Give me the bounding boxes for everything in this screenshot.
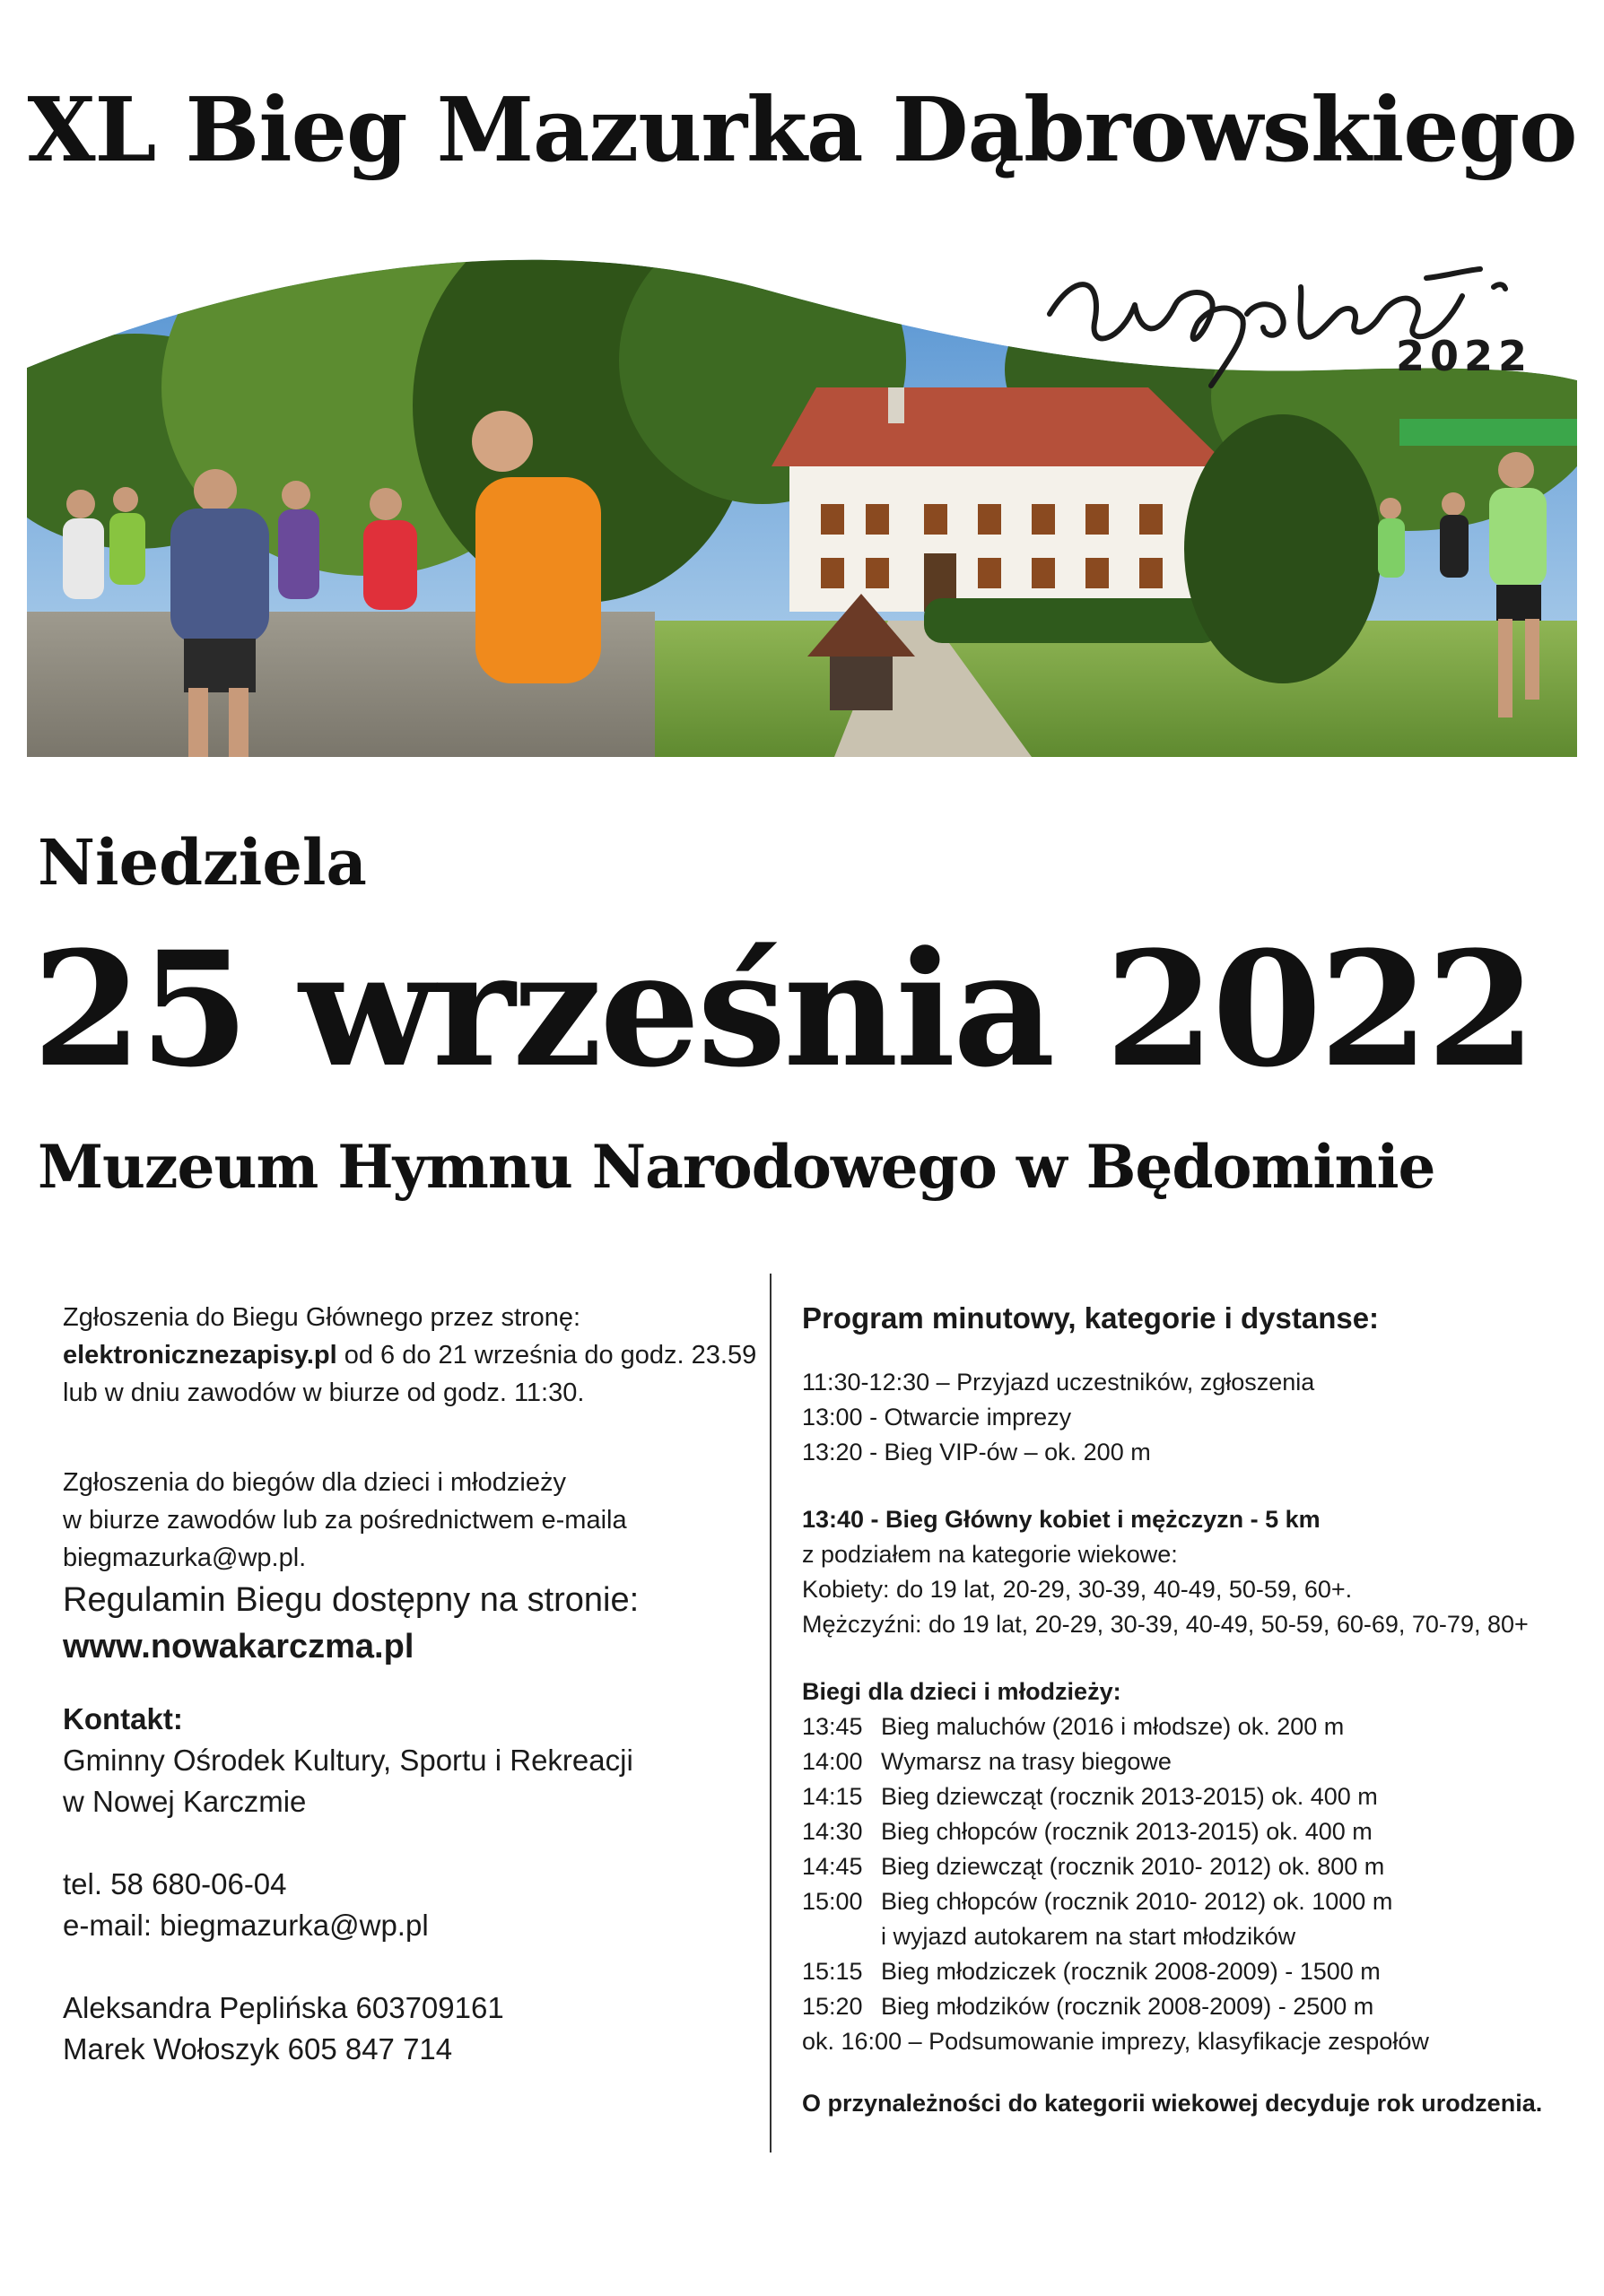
event-venue: Muzeum Hymnu Narodowego w Będominie <box>38 1132 1435 1202</box>
main-run-subtitle: z podziałem na kategorie wiekowe: <box>802 1541 1178 1568</box>
kids-run-time: 15:20 <box>802 1993 863 2020</box>
contact-person-1: Aleksandra Peplińska 603709161 <box>63 1991 504 2024</box>
kids-run-time: 15:15 <box>802 1958 863 1985</box>
registration-kids-line-1: Zgłoszenia do biegów dla dzieci i młodzieży <box>63 1468 566 1497</box>
contact-phone[interactable]: tel. 58 680-06-04 <box>63 1867 287 1900</box>
registration-kids-email[interactable]: biegmazurka@wp.pl. <box>63 1544 307 1572</box>
kids-run-time: 14:30 <box>802 1818 863 1845</box>
program-item: 13:00 - Otwarcie imprezy <box>802 1404 1072 1431</box>
men-categories: Mężczyźni: do 19 lat, 20-29, 30-39, 40-49, 50-59, 60-69, 70-79, 80+ <box>802 1611 1529 1638</box>
kids-run-text: Bieg maluchów (2016 i młodsze) ok. 200 m <box>881 1713 1345 1740</box>
rules-label: Regulamin Biegu dostępny na stronie: <box>63 1581 640 1619</box>
registration-main-line-3: lub w dniu zawodów w biurze od godz. 11:30. <box>63 1378 585 1407</box>
info-column <box>63 1299 763 2070</box>
registration-main-line-1: Zgłoszenia do Biegu Głównego przez stronę: <box>63 1303 581 1332</box>
program-column <box>802 1299 1582 2121</box>
kids-run-time: 14:45 <box>802 1853 863 1880</box>
signature-year: 2022 <box>1396 332 1533 380</box>
kids-run-time: 13:45 <box>802 1713 863 1740</box>
kids-heading: Biegi dla dzieci i młodzieży: <box>802 1678 1121 1705</box>
kids-run-row <box>802 1744 1582 1779</box>
kids-run-text: Bieg chłopców (rocznik 2013-2015) ok. 400 m <box>881 1818 1373 1845</box>
kids-run-row <box>802 1989 1582 2024</box>
kids-run-row <box>802 1884 1582 1919</box>
contact-heading: Kontakt: <box>63 1702 183 1735</box>
kids-run-row <box>802 1849 1582 1884</box>
kids-run-row <box>802 1814 1582 1849</box>
kids-run-text: Bieg młodziczek (rocznik 2008-2009) - 1500 m <box>881 1958 1381 1985</box>
column-divider <box>770 1274 771 2152</box>
kids-run-text: Bieg młodzików (rocznik 2008-2009) - 2500 m <box>881 1993 1374 2020</box>
kids-run-time: 14:15 <box>802 1783 863 1810</box>
program-item: 13:20 - Bieg VIP-ów – ok. 200 m <box>802 1439 1151 1465</box>
bus-note: i wyjazd autokarem na start młodzików <box>881 1923 1296 1950</box>
program-item: 11:30-12:30 – Przyjazd uczestników, zgłoszenia <box>802 1369 1315 1396</box>
wybicki-signature <box>1041 251 1543 404</box>
kids-run-time: 14:00 <box>802 1748 863 1775</box>
main-run: 13:40 - Bieg Główny kobiet i mężczyzn - 5 km <box>802 1506 1321 1533</box>
summary-item: ok. 16:00 – Podsumowanie imprezy, klasyfikacje zespołów <box>802 2028 1429 2055</box>
event-date: 25 września 2022 <box>32 917 1534 1102</box>
program-heading: Program minutowy, kategorie i dystanse: <box>802 1301 1380 1335</box>
kids-run-row <box>802 1779 1582 1814</box>
kids-run-text: Bieg dziewcząt (rocznik 2010- 2012) ok. 800 m <box>881 1853 1385 1880</box>
kids-run-text: Bieg chłopców (rocznik 2010- 2012) ok. 1000 m <box>881 1888 1393 1915</box>
event-day: Niedziela <box>38 825 367 900</box>
registration-main-line-2 <box>63 1336 763 1374</box>
contact-person-2: Marek Wołoszyk 605 847 714 <box>63 2032 453 2066</box>
rules-site-link[interactable]: www.nowakarczma.pl <box>63 1628 414 1665</box>
kids-run-time: 15:00 <box>802 1888 863 1915</box>
kids-run-row <box>802 1709 1582 1744</box>
kids-run-text: Wymarsz na trasy biegowe <box>881 1748 1172 1775</box>
contact-email[interactable]: e-mail: biegmazurka@wp.pl <box>63 1909 429 1942</box>
registration-kids-line-2: w biurze zawodów lub za pośrednictwem e-maila <box>63 1506 627 1535</box>
contact-org-line-2: w Nowej Karczmie <box>63 1785 307 1818</box>
registration-dates: od 6 do 21 września do godz. 23.59 <box>336 1341 757 1370</box>
registration-site-link[interactable]: elektronicznezapisy.pl <box>63 1341 337 1370</box>
age-category-note: O przynależności do kategorii wiekowej decyduje rok urodzenia. <box>802 2090 1543 2117</box>
contact-org-line-1: Gminny Ośrodek Kultury, Sportu i Rekreacji <box>63 1744 633 1777</box>
women-categories: Kobiety: do 19 lat, 20-29, 30-39, 40-49, 50-59, 60+. <box>802 1576 1353 1603</box>
poster-title: XL Bieg Mazurka Dąbrowskiego <box>27 79 1577 182</box>
kids-run-text: Bieg dziewcząt (rocznik 2013-2015) ok. 400 m <box>881 1783 1378 1810</box>
kids-run-row <box>802 1954 1582 1989</box>
